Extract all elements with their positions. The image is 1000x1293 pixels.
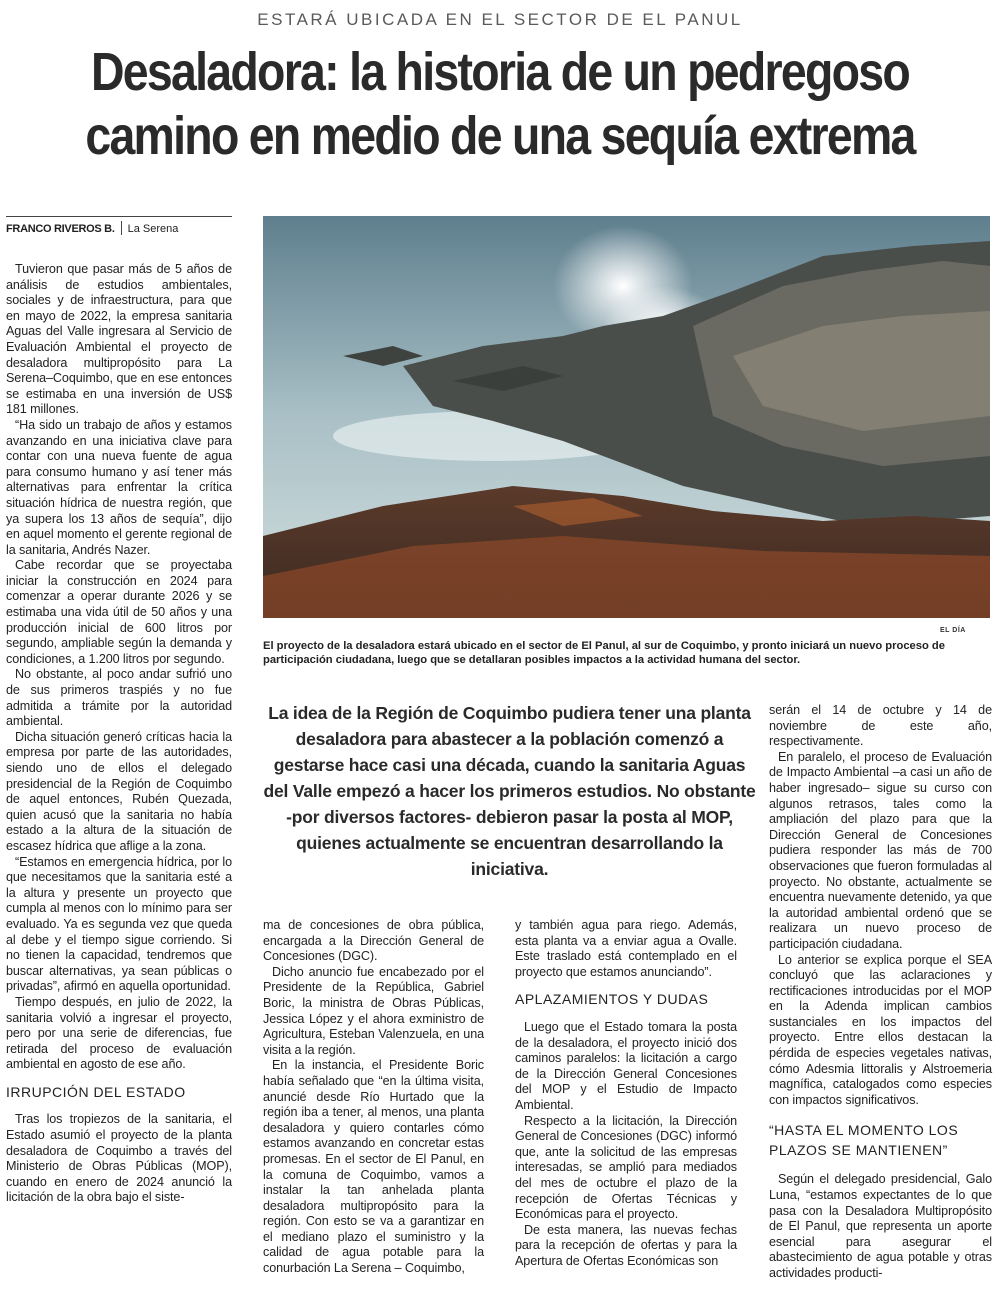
paragraph: Luego que el Estado tomara la posta de la desaladora, el proyecto inició dos caminos paralelos: la licitación a cargo de la Dirección General Concesiones del MOP y el Estudio de Impacto Ambiental. — [515, 1019, 737, 1112]
paragraph: De esta manera, las nuevas fechas para la recepción de ofertas y para la Apertura de Ofertas Económicas son — [515, 1222, 737, 1268]
paragraph: Lo anterior se explica porque el SEA concluyó que las aclaraciones y rectificaciones introducidas por el MOP en la Adenda implican cambios sustanciales en los impactos del proyecto. Entre ellos destacan la pérdida de especies vegetales nativas, cómo Adesmia littoralis y Alstroemeria magnífica, catalogados como especies con impactos significativos. — [769, 952, 992, 1107]
dateline: La Serena — [127, 223, 179, 235]
paragraph: Tuvieron que pasar más de 5 años de análisis de estudios ambientales, sociales y de infraestructura, para que en mayo de 2022, la empresa sanitaria Aguas del Valle ingresara al Servicio de Evaluación Ambiental el proyecto de desaladora multipropósito para La Serena–Coquimbo, que en ese entonces se estimaba en una inversión de US$ 181 millones. — [6, 262, 232, 417]
paragraph: Dicho anuncio fue encabezado por el Presidente de la República, Gabriel Boric, la ministra de Obras Públicas, Jessica López y el ahora exministro de Agricultura, Esteban Valenzuela, en una visita a la región. — [263, 964, 484, 1057]
column-1 — [6, 262, 232, 1206]
paragraph: En paralelo, el proceso de Evaluación de Impacto Ambiental –a casi un año de haber ingresado– sigue su curso con algunos retrasos, tales como la ampliación del plazo para que la Dirección General de Concesiones pudiera responder las más de 700 observaciones que fueron formuladas al proyecto. No obstante, actualmente se encuentra nuevamente detenido, ya que la autoridad ambiental ordenó que se realizara un nuevo proceso de participación ciudadana. — [769, 749, 992, 951]
column-2 — [263, 918, 484, 1277]
paragraph: Cabe recordar que se proyectaba iniciar la construcción en 2024 para comenzar a operar durante 2026 y se estimaba una vida útil de 50 años y una producción inicial de 600 litros por segundo, ampliable según la demanda y condiciones, a 1.200 litros por segundo. — [6, 558, 232, 666]
headline-line-1: Desaladora: la historia de un pedregoso — [90, 42, 910, 102]
paragraph: serán el 14 de octubre y 14 de noviembre de este año, respectivamente. — [769, 703, 992, 749]
paragraph: ma de concesiones de obra pública, encargada a la Dirección General de Concesiones (DGC). — [263, 918, 484, 964]
subheading-aplazamientos: APLAZAMIENTOS Y DUDAS — [515, 991, 709, 1008]
paragraph: Según el delegado presidencial, Galo Luna, “estamos expectantes de lo que pasa con la Desaladora Multipropósito de El Panul, que representa un aporte esencial para asegurar el abastecimiento de agua potable y otras actividades producti- — [769, 1172, 992, 1280]
author: FRANCO RIVEROS B. — [6, 223, 115, 235]
paragraph: y también agua para riego. Además, esta planta va a enviar agua a Ovalle. Este traslado está contemplado en el proyecto que estamos anunciando”. — [515, 918, 737, 979]
kicker: ESTARÁ UBICADA EN EL SECTOR DE EL PANUL — [257, 10, 743, 29]
byline — [6, 216, 232, 235]
paragraph: “Ha sido un trabajo de años y estamos avanzando en una iniciativa clave para contar con una nueva fuente de agua para consumo humano y así tener más alternativas para enfrentar la crítica situación hídrica de nuestra región, que ya supera los 13 años de sequía”, dijo en aquel momento el gerente regional de la sanitaria, Andrés Nazer. — [6, 417, 232, 557]
paragraph: “Estamos en emergencia hídrica, por lo que necesitamos que la sanitaria esté a la altura y presente un proyecto que cumpla al menos con lo mínimo para ser evaluado. Ya es segunda vez que queda al debe y el tiempo sigue corriendo. Si no tienen la capacidad, tendremos que buscar alternativas, ya sean públicas o privadas”, afirmó en aquella oportunidad. — [6, 854, 232, 994]
column-4 — [769, 703, 992, 1282]
subheading-plazos: “HASTA EL MOMENTO LOS PLAZOS SE MANTIENEN” — [769, 1122, 959, 1159]
subheading-irrupcion: IRRUPCIÓN DEL ESTADO — [6, 1083, 186, 1100]
paragraph: No obstante, al poco andar sufrió uno de sus primeros traspiés y no fue admitida a trámite por la autoridad ambiental. — [6, 667, 232, 729]
headline — [70, 40, 930, 168]
paragraph: Respecto a la licitación, la Dirección General de Concesiones (DGC) informó que, ante la solicitud de las empresas interesadas, se amplió para mediados del mes de octubre el plazo de la recepción de Ofertas Técnicas y Económicas para el proyecto. — [515, 1113, 737, 1222]
photo-credit: EL DÍA — [940, 627, 966, 634]
column-3 — [515, 918, 737, 1269]
headline-line-2: camino en medio de una sequía extrema — [85, 106, 915, 166]
paragraph: En la instancia, el Presidente Boric había señalado que “en la última visita, anuncié desde Río Hurtado que la región iba a tener, al menos, una planta desaladora y quiero contarles cómo estamos avanzando en concretar estas promesas. En el sector de El Panul, en la comuna de Coquimbo, vamos a instalar la tan anhelada planta desaladora multipropósito para la región. Con esto se va a garantizar en el mediano plazo el suministro y la calidad de agua potable para la conurbación La Serena – Coquimbo, — [263, 1058, 484, 1276]
byline-divider — [121, 221, 122, 235]
paragraph: Tras los tropiezos de la sanitaria, el Estado asumió el proyecto de la planta desaladora de Coquimbo a través del Ministerio de Obras Públicas (MOP), cuando en enero de 2024 anunció la licitación de la obra bajo el siste- — [6, 1112, 232, 1205]
paragraph: Tiempo después, en julio de 2022, la sanitaria volvió a ingresar el proyecto, pero por una serie de diferencias, fue retirada del proceso de evaluación ambiental en agosto de ese año. — [6, 994, 232, 1072]
photo-caption: El proyecto de la desaladora estará ubicado en el sector de El Panul, al sur de Coquimbo, y pronto iniciará un nuevo proceso de participación ciudadana, luego que se detallaran posibles impactos a la actividad humana del sector. — [263, 640, 945, 666]
paragraph: Dicha situación generó críticas hacia la empresa por parte de las autoridades, siendo uno de ellos el delegado presidencial de la Región de Coquimbo de aquel entonces, Rubén Quezada, quien acusó que la sanitaria no había estado a la altura de la situación de escasez hídrica que aflige a la zona. — [6, 729, 232, 853]
pull-quote: La idea de la Región de Coquimbo pudiera tener una planta desaladora para abastecer a la población comenzó a gestarse hace casi una década, cuando la sanitaria Aguas del Valle empezó a hacer los primeros estudios. No obstante -por diversos factores- debieron pasar la posta al MOP, quienes actualmente se encuentran desarrollando la iniciativa. — [263, 703, 756, 879]
coastline-photo — [263, 216, 990, 618]
